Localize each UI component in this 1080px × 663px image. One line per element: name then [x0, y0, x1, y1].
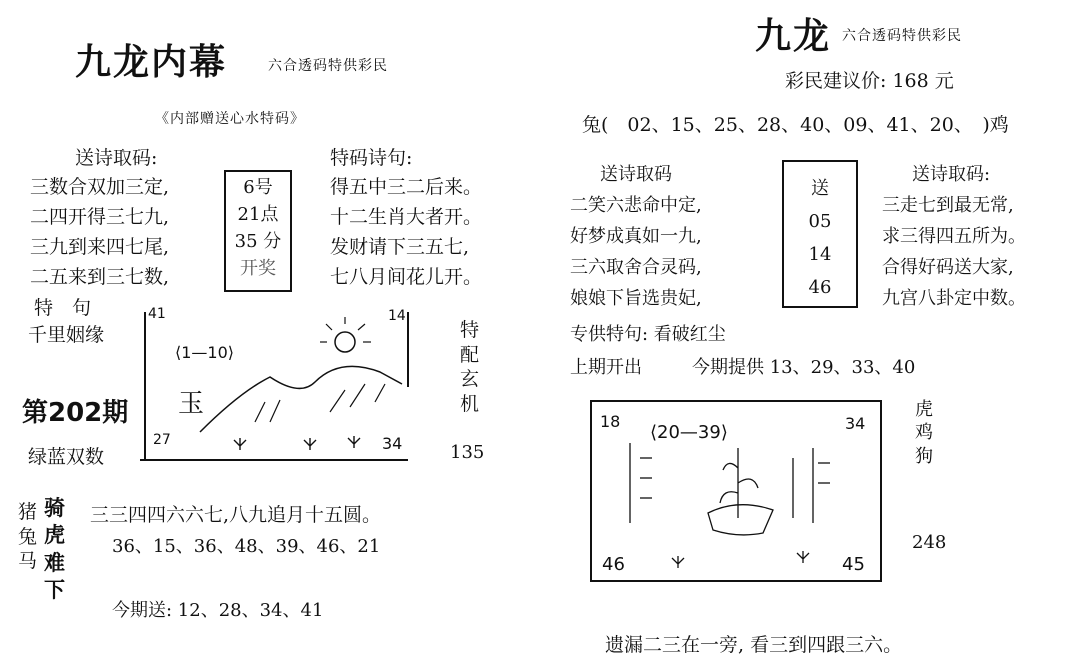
price: 彩民建议价: 168 元	[785, 70, 954, 92]
left-title: 九龙内幕	[75, 41, 228, 83]
right-poem-right-header: 送诗取码:	[912, 164, 991, 185]
draw-minute: 35 分	[234, 231, 282, 252]
right-animal-number: 248	[912, 532, 947, 553]
send-number: 46	[808, 277, 832, 298]
vertical-label	[460, 318, 479, 417]
left-sketch-tl: 41	[148, 306, 166, 322]
animal-char: 下	[44, 577, 65, 602]
poem-line: 发财请下三五七,	[330, 236, 470, 258]
poem-line: 二五来到三七数,	[30, 266, 170, 288]
left-line2: 36、15、36、48、39、46、21	[112, 536, 381, 557]
left-poem-left-header: 送诗取码:	[75, 147, 158, 169]
poem-line: 二四开得三七九,	[30, 206, 170, 228]
draw-hour: 21点	[237, 204, 279, 225]
poem-line: 三六取舍合灵码,	[570, 257, 702, 278]
poem-line: 三数合双加三定,	[30, 176, 170, 198]
left-poem-left	[30, 172, 169, 292]
draw-day: 6号	[243, 177, 273, 198]
special-phrase: 千里姻缘	[28, 324, 105, 346]
animal-char: 骑	[44, 496, 65, 520]
right-sketch-tl: 18	[600, 412, 621, 431]
send-label: 送	[811, 178, 829, 199]
poem-line: 九宫八卦定中数。	[882, 288, 1026, 309]
poem-line: 三九到来四七尾,	[30, 236, 170, 258]
left-poem-right-header: 特码诗句:	[330, 147, 413, 169]
special-label: 特 句	[34, 297, 92, 319]
right-sketch-tr: 34	[845, 414, 866, 433]
left-sketch-tr: 14	[388, 308, 406, 324]
animals-left	[18, 500, 37, 574]
send-box-text	[784, 172, 856, 304]
animal-char: 兔	[18, 525, 38, 548]
left-sketch-range: ⟨1—10⟩	[175, 343, 235, 362]
vertical-char: 机	[460, 393, 480, 416]
right-poem-left	[570, 190, 702, 314]
vertical-char: 配	[460, 343, 480, 366]
animal-char: 马	[18, 550, 38, 573]
provide-numbers: 今期提供 13、29、33、40	[692, 357, 916, 378]
left-sketch-bl: 27	[153, 432, 171, 448]
vertical-char: 特	[460, 319, 480, 341]
right-poem-left-header: 送诗取码	[600, 164, 672, 185]
left-subtitle: 六合透码特供彩民	[268, 58, 388, 74]
poem-line: 好梦成真如一九,	[570, 226, 702, 247]
poem-line: 二笑六悲命中定,	[570, 195, 702, 216]
vertical-char: 玄	[460, 368, 480, 391]
today-numbers: 今期送: 12、28、34、41	[112, 600, 324, 621]
poem-line: 三走七到最无常,	[882, 195, 1014, 216]
right-sketch-range: ⟨20—39⟩	[650, 422, 728, 443]
left-poem-right	[330, 172, 482, 292]
animal-char: 虎	[44, 523, 65, 548]
poem-line: 十二生肖大者开。	[330, 206, 483, 228]
animal-char: 狗	[915, 445, 933, 467]
poem-line: 得五中三二后来。	[330, 176, 483, 198]
send-number: 05	[808, 211, 832, 232]
right-title: 九龙	[755, 15, 832, 57]
vertical-number: 135	[450, 442, 485, 463]
numbers-line: 兔( 02、15、25、28、40、09、41、20、 )鸡	[582, 114, 1009, 136]
left-sketch-br: 34	[382, 434, 403, 453]
draw-label: 开奖	[240, 258, 276, 279]
send-number: 14	[808, 244, 832, 265]
color-label: 绿蓝双数	[28, 446, 105, 468]
animal-char: 鸡	[915, 422, 933, 444]
issue-number: 第202期	[22, 398, 129, 428]
left-note: 《内部赠送心水特码》	[155, 111, 305, 127]
animal-char: 虎	[915, 399, 933, 420]
animal-char: 难	[44, 550, 65, 575]
poem-line: 合得好码送大家,	[882, 257, 1014, 278]
right-sketch-br: 45	[842, 554, 865, 575]
left-sketch-char: 玉	[178, 389, 205, 419]
left-line1: 三三四四六六七,八九追月十五圆。	[90, 504, 382, 526]
right-special: 专供特句: 看破红尘	[570, 324, 726, 345]
poem-line: 七八月间花儿开。	[330, 266, 483, 288]
last-open: 上期开出	[570, 357, 642, 378]
right-footer: 遗漏二三在一旁, 看三到四跟三六。	[605, 634, 903, 656]
right-poem-right	[882, 190, 1026, 314]
draw-time-text	[232, 174, 284, 282]
animal-char: 猪	[18, 501, 38, 523]
poem-line: 娘娘下旨选贵妃,	[570, 288, 702, 309]
poem-line: 求三得四五所为。	[882, 226, 1026, 247]
animals-right	[44, 495, 65, 604]
right-sketch-bl: 46	[602, 554, 625, 575]
right-animals	[915, 398, 933, 468]
right-subtitle: 六合透码特供彩民	[842, 28, 962, 44]
